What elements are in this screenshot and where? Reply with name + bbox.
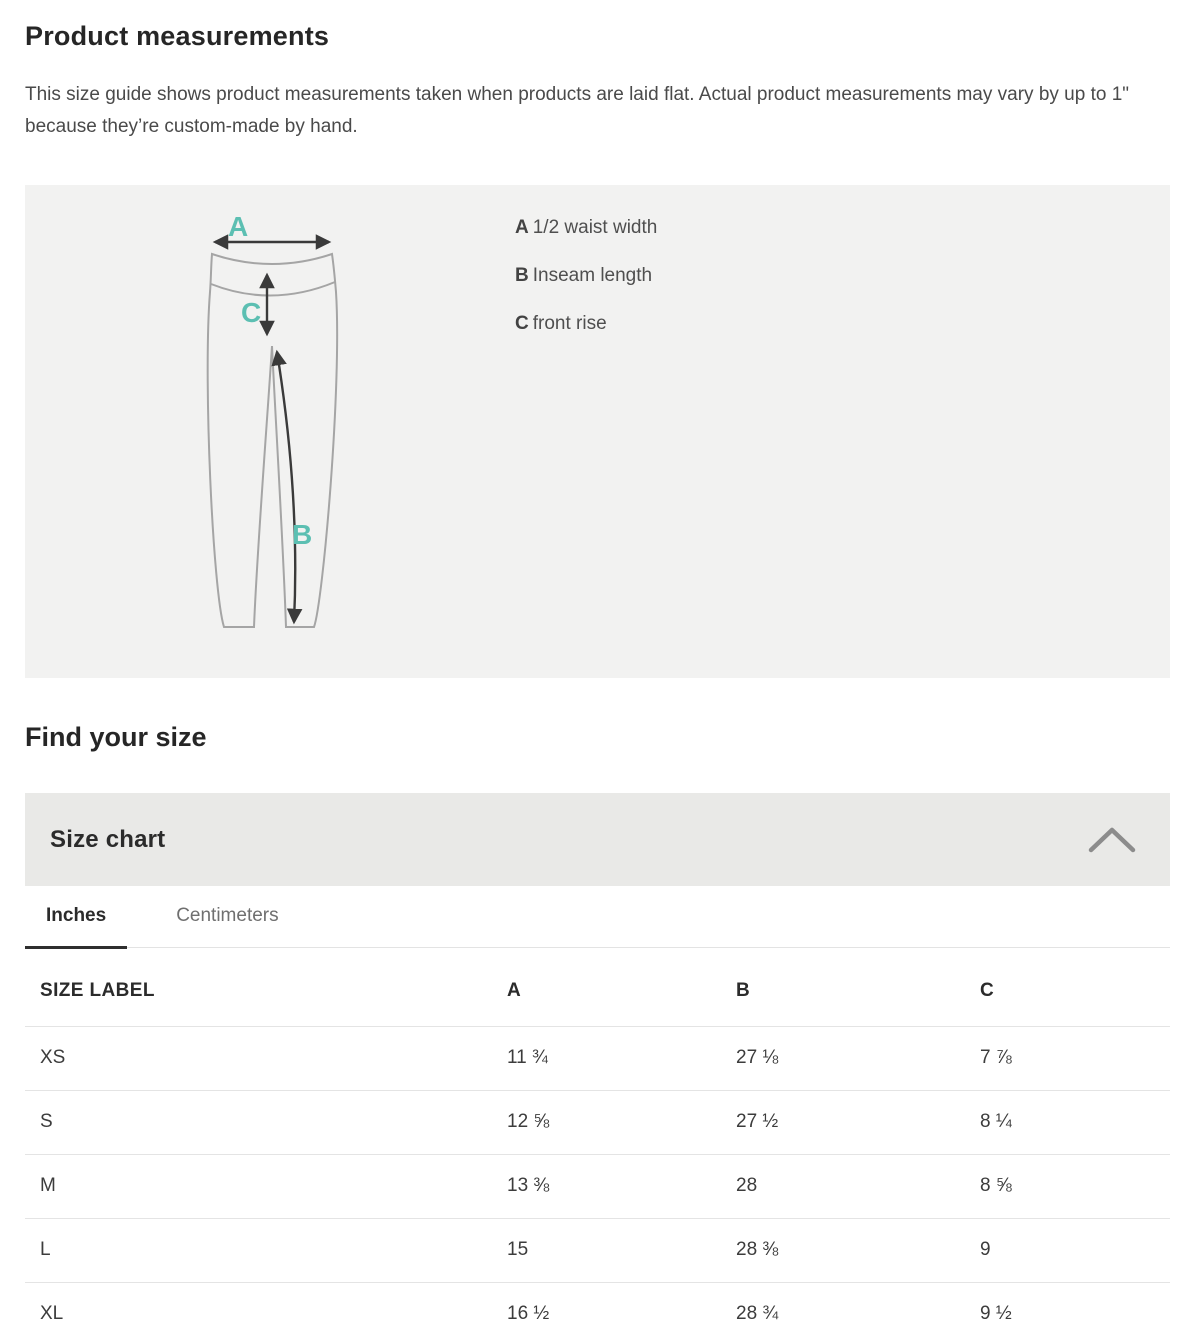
page-content xyxy=(25,0,1170,1330)
legend-key-c: C xyxy=(515,313,529,334)
measurement-arrows xyxy=(215,242,329,622)
tab-centimeters[interactable]: Centimeters xyxy=(176,905,279,926)
leggings-outline xyxy=(208,254,337,627)
column-header-size-label: SIZE LABEL xyxy=(40,980,155,1001)
measurement-cell-c: 8 ¼ xyxy=(980,1111,1012,1132)
size-label-cell: L xyxy=(40,1239,51,1260)
measurement-cell-c: 7 ⅞ xyxy=(980,1047,1012,1068)
measurement-cell-a: 12 ⅝ xyxy=(507,1111,550,1132)
size-chart-toggle[interactable] xyxy=(25,793,1170,886)
table-row xyxy=(25,1091,1170,1155)
measurement-cell-c: 9 ½ xyxy=(980,1303,1012,1324)
measurement-cell-b: 28 xyxy=(736,1175,758,1196)
measurement-cell-b: 28 ⅜ xyxy=(736,1239,779,1260)
measurement-diagram-box xyxy=(25,185,1170,678)
measurement-cell-a: 11 ¾ xyxy=(507,1047,548,1068)
units-tabs xyxy=(25,886,1170,948)
column-header-a: A xyxy=(507,980,522,1001)
chevron-up-icon xyxy=(1087,825,1137,855)
size-label-cell: S xyxy=(40,1111,53,1132)
table-row xyxy=(25,1155,1170,1219)
legend-text-a: 1/2 waist width xyxy=(532,217,658,238)
legend-key-b: B xyxy=(515,265,529,286)
size-chart-table xyxy=(25,948,1170,1330)
measurement-cell-c: 8 ⅝ xyxy=(980,1175,1012,1196)
size-label-cell: XL xyxy=(40,1303,64,1324)
measurement-cell-b: 27 ⅛ xyxy=(736,1047,779,1068)
legend-item-a xyxy=(515,218,657,238)
diagram-label-a: A xyxy=(228,211,249,242)
table-row xyxy=(25,1219,1170,1283)
measurement-cell-a: 16 ½ xyxy=(507,1303,550,1324)
measurement-cell-c: 9 xyxy=(980,1239,991,1260)
page-title: Product measurements xyxy=(25,21,330,51)
size-label-cell: XS xyxy=(40,1047,66,1068)
find-your-size-title: Find your size xyxy=(25,722,207,752)
diagram-label-c: C xyxy=(241,297,262,328)
legend-text-c: front rise xyxy=(532,313,607,334)
table-header-row xyxy=(25,948,1170,1027)
legend-text-b: Inseam length xyxy=(532,265,653,286)
legend-item-b xyxy=(515,266,657,286)
column-header-b: B xyxy=(736,980,751,1001)
legend-key-a: A xyxy=(515,217,529,238)
legend-item-c xyxy=(515,314,657,334)
size-chart-title: Size chart xyxy=(50,825,166,853)
leggings-diagram xyxy=(195,210,345,640)
diagram-label-b: B xyxy=(292,519,313,550)
measurement-cell-a: 15 xyxy=(507,1239,529,1260)
measurement-cell-a: 13 ⅜ xyxy=(507,1175,550,1196)
size-label-cell: M xyxy=(40,1175,56,1196)
measurement-legend xyxy=(515,218,657,362)
measurement-cell-b: 28 ¾ xyxy=(736,1303,779,1324)
size-guide-description: This size guide shows product measurements taken when products are laid flat. Actual product measurements may vary by up to 1" because they’re custom-made by hand. xyxy=(25,84,1130,137)
tab-inches[interactable]: Inches xyxy=(25,886,127,949)
measurement-cell-b: 27 ½ xyxy=(736,1111,779,1132)
size-table-body xyxy=(25,1027,1170,1330)
table-row xyxy=(25,1027,1170,1091)
column-header-c: C xyxy=(980,980,995,1001)
table-row xyxy=(25,1283,1170,1330)
